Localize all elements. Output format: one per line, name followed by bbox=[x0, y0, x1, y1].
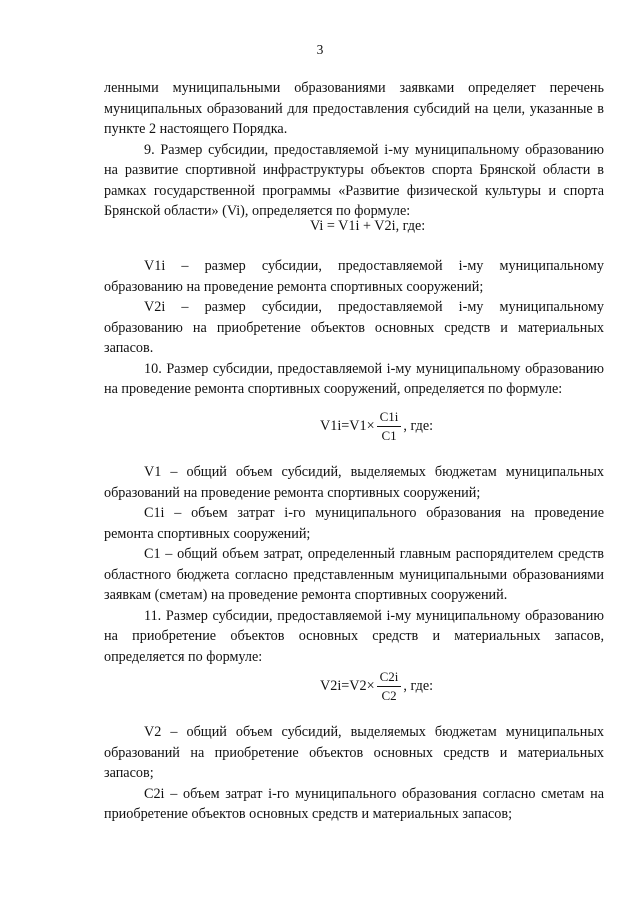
paragraph-9: 9. Размер субсидии, предоставляемой i-му муниципальному образованию на развитие спортивной инфраструктуры объектов спорта Брянской области в рамках государственной программы «Развитие физической культуры и спорта Брянской области» (Vi), определяется по формуле: bbox=[104, 141, 604, 219]
definition-v1: V1 – общий объем субсидий, выделяемых бюджетам муниципальных образований на проведение ремонта спортивных сооружений; bbox=[104, 464, 604, 501]
paragraph-10: 10. Размер субсидии, предоставляемой i-му муниципальному образованию на проведение ремонта спортивных сооружений, определяется по формуле: bbox=[104, 360, 604, 397]
formula-v2i-numerator: C2i bbox=[377, 668, 402, 687]
formula-v1i bbox=[320, 408, 433, 445]
formula-v2i bbox=[320, 668, 433, 705]
paragraph-continuation: ленными муниципальными образованиями заявками определяет перечень муниципальных образований для предоставления субсидий на цели, указанные в пункте 2 настоящего Порядка. bbox=[104, 80, 604, 137]
formula-v1i-tail: , где: bbox=[403, 417, 434, 434]
definition-v1i: V1i – размер субсидии, предоставляемой i-му муниципальному образованию на проведение ремонта спортивных сооружений; bbox=[104, 258, 604, 295]
formula-v2i-lhs: V2i=V2× bbox=[320, 677, 375, 694]
definition-c1: C1 – общий объем затрат, определенный главным распорядителем средств областного бюджета согласно представленным муниципальными образованиями заявкам (сметам) на проведение ремонта спортивных сооружений. bbox=[104, 546, 604, 603]
page-number: 3 bbox=[316, 42, 324, 57]
definition-v2: V2 – общий объем субсидий, выделяемых бюджетам муниципальных образований на приобретение объектов основных средств и материальных запасов; bbox=[104, 724, 604, 781]
paragraph-11: 11. Размер субсидии, предоставляемой i-му муниципальному образованию на приобретение объектов основных средств и материальных запасов, определяется по формуле: bbox=[104, 607, 604, 665]
text-block-3 bbox=[104, 462, 604, 667]
definition-c1i: C1i – объем затрат i-го муниципального образования на проведение ремонта спортивных сооружений; bbox=[104, 505, 604, 542]
formula-v1i-numerator: C1i bbox=[377, 408, 402, 427]
formula-v2i-denominator: C2 bbox=[381, 688, 397, 703]
text-block-2 bbox=[104, 256, 604, 400]
formula-v1i-lhs: V1i=V1× bbox=[320, 417, 375, 434]
formula-v1i-denominator: C1 bbox=[381, 428, 397, 443]
text-block-1 bbox=[104, 78, 604, 222]
formula-v1i-fraction bbox=[377, 408, 402, 445]
definition-v2i: V2i – размер субсидии, предоставляемой i-му муниципальному образованию на приобретение объектов основных средств и материальных запасов. bbox=[104, 299, 604, 356]
definition-c2i: C2i – объем затрат i-го муниципального образования согласно сметам на приобретение объектов основных средств и материальных запасов; bbox=[104, 785, 604, 822]
formula-v2i-fraction bbox=[377, 668, 402, 705]
formula-v2i-tail: , где: bbox=[403, 677, 434, 694]
text-block-4 bbox=[104, 722, 604, 825]
formula-vi: Vi = V1i + V2i, где: bbox=[310, 218, 426, 234]
